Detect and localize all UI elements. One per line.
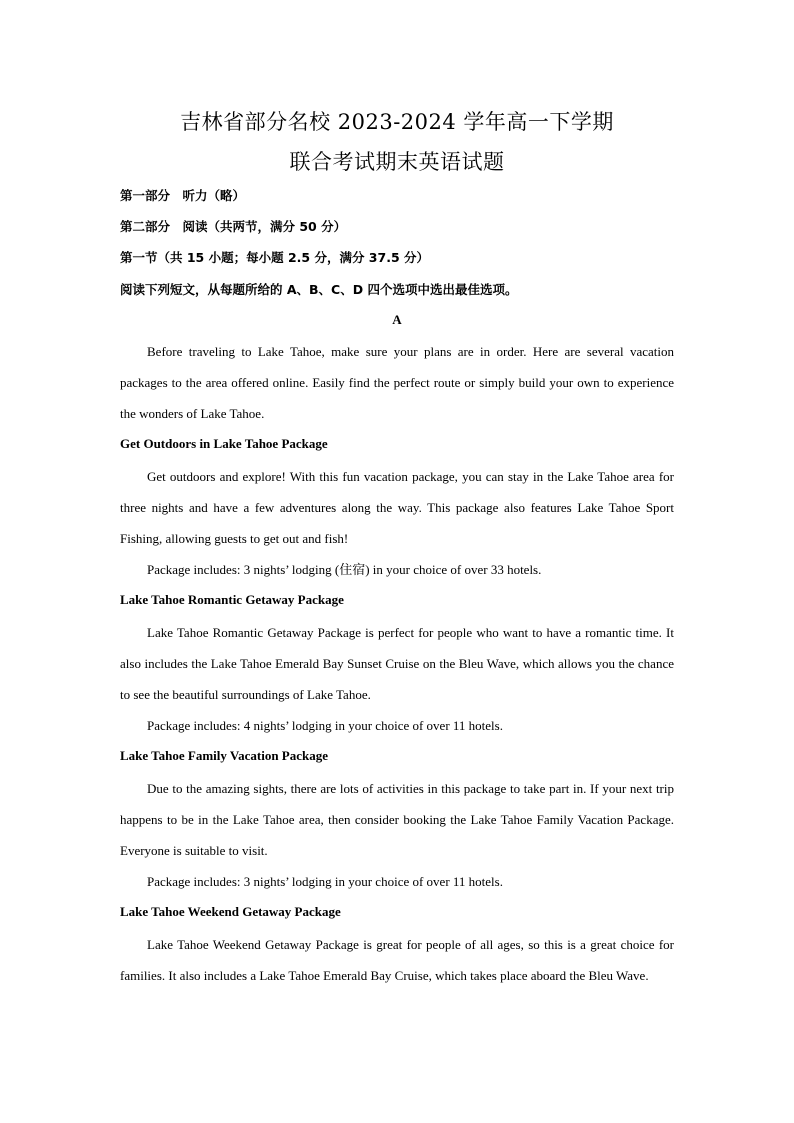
package-heading: Get Outdoors in Lake Tahoe Package — [120, 436, 328, 451]
passage-letter: A — [392, 312, 402, 327]
package-includes: Package includes: 4 nights’ lodging in your choice of over 11 hotels. — [147, 718, 503, 733]
document-title: 吉林省部分名校 2023-2024 学年高一下学期 — [180, 110, 614, 134]
package-heading: Lake Tahoe Romantic Getaway Package — [120, 592, 344, 607]
intro-paragraph: Before traveling to Lake Tahoe, make sure your plans are in order. Here are several vacation packages to the area offered online. Easily find the perfect route or simply build your own to experience the wonders of Lake Tahoe. — [120, 344, 674, 422]
package-description: Due to the amazing sights, there are lots of activities in this package to take part in. If your next trip happens to be in the Lake Tahoe area, then consider booking the Lake Tahoe Family Vacation Package. Everyone is suitable to visit. — [120, 781, 674, 859]
package-description: Lake Tahoe Weekend Getaway Package is great for people of all ages, so this is a great choice for families. It also includes a Lake Tahoe Emerald Bay Cruise, which takes place aboard the Bleu Wave. — [120, 937, 674, 984]
part1-heading: 第一部分 听力（略） — [120, 188, 246, 203]
part2-heading: 第二部分 阅读（共两节，满分 50 分） — [120, 219, 347, 234]
package-includes: Package includes: 3 nights’ lodging in your choice of over 11 hotels. — [147, 874, 503, 889]
document-subtitle: 联合考试期末英语试题 — [289, 150, 505, 174]
package-description: Lake Tahoe Romantic Getaway Package is perfect for people who want to have a romantic time. It also includes the Lake Tahoe Emerald Bay Sunset Cruise on the Bleu Wave, which allows you the chance to see the beautiful surroundings of Lake Tahoe. — [120, 625, 674, 703]
package-heading: Lake Tahoe Family Vacation Package — [120, 748, 329, 763]
package-includes: Package includes: 3 nights’ lodging (住宿) in your choice of over 33 hotels. — [147, 562, 542, 577]
instruction-text: 阅读下列短文，从每题所给的 A、B、C、D 四个选项中选出最佳选项。 — [120, 282, 518, 297]
package-description: Get outdoors and explore! With this fun vacation package, you can stay in the Lake Tahoe area for three nights and have a few adventures along the way. This package also features Lake Tahoe Sport Fishing, allowing guests to get out and fish! — [120, 469, 674, 547]
package-heading: Lake Tahoe Weekend Getaway Package — [120, 904, 341, 919]
section1-heading: 第一节（共 15 小题；每小题 2.5 分，满分 37.5 分） — [120, 250, 429, 265]
